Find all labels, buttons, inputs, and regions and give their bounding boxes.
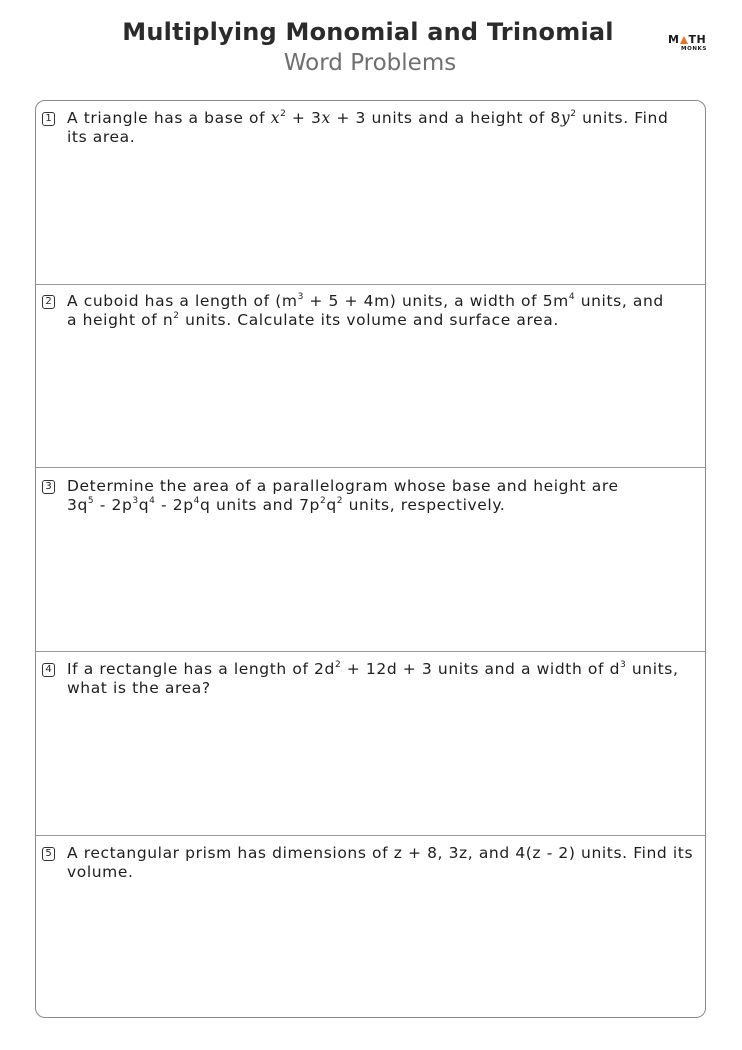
logo-triangle-icon (680, 36, 688, 44)
problem-divider (35, 284, 706, 285)
problem-text: A cuboid has a length of $(m^3 + 5 + 4m)$ units, a width of $5m^4$ units, and a height of $n^2$ units. Calculate its volume and surface area. (67, 292, 664, 329)
problem-number-badge: 1 (42, 112, 55, 126)
logo-tagline: MONKS (681, 46, 707, 52)
problem-text: If a rectangle has a length of $2d^2 + 12d + 3$ units and a width of $d^3$ units, what is the area? (67, 660, 679, 697)
problem-number-badge: 4 (42, 663, 55, 677)
problem-divider (35, 651, 706, 652)
problem-number-badge: 2 (42, 295, 55, 309)
worksheet-title: Multiplying Monomial and Trinomial (122, 18, 614, 46)
math-monks-logo (668, 33, 712, 55)
problem-text: Determine the area of a parallelogram whose base and height are $3q^5 - 2p^3q^4 - 2p^4q$ units and $7p^2q^2$ units, respectively. (67, 477, 619, 514)
logo-wordmark: M TH (668, 33, 707, 46)
problem-divider (35, 835, 706, 836)
worksheet-subtitle: Word Problems (283, 50, 457, 76)
problem-number-badge: 5 (42, 847, 55, 861)
problem-text: A triangle has a base of $x^2 + 3x + 3$ units and a height of $8y^2$ units. Find its area. (67, 109, 669, 146)
problem-divider (35, 467, 706, 468)
problem-number-badge: 3 (42, 480, 55, 494)
problem-text: A rectangular prism has dimensions of z + 8, 3z, and 4(z - 2) units. Find its volume. (67, 844, 694, 881)
